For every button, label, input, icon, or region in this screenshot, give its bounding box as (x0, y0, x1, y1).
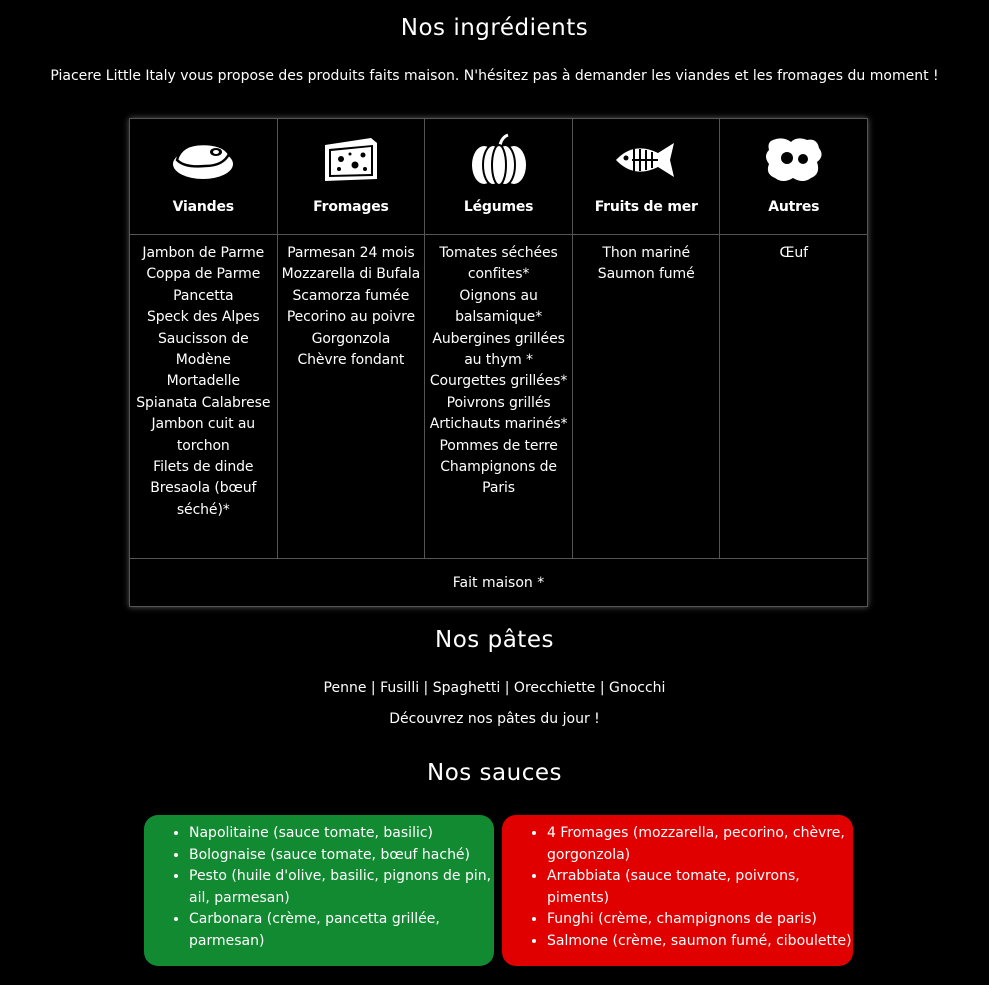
meat-icon (171, 138, 235, 182)
ingredient-item: Aubergines grillées au thym * (432, 330, 565, 369)
ingredient-item: Jambon cuit au torchon (151, 416, 256, 454)
column-fruits-de-mer-list (572, 235, 720, 559)
sauce-item: • Pesto (huile d'olive, basilic, pignons de pin, ail, parmesan) (189, 866, 494, 909)
column-label: Fruits de mer (594, 199, 698, 215)
ingredient-item: Saucisson de Modène (157, 330, 249, 369)
ingredients-table (129, 118, 868, 607)
column-legumes-list (425, 235, 573, 559)
ingredient-item: Coppa de Parme (146, 266, 261, 283)
sauce-item: • Salmone (crème, saumon fumé, ciboulette) (547, 931, 853, 953)
header-autres (720, 119, 868, 235)
sauce-item: • Carbonara (crème, pancetta grillée, parmesan) (189, 909, 494, 952)
sauce-item: • Bolognaise (sauce tomate, bœuf haché) (189, 845, 494, 867)
ingredient-item: Champignons de Paris (440, 459, 557, 497)
ingredient-item: Bresaola (bœuf séché)* (150, 480, 257, 518)
table-footer-note: Fait maison * (130, 559, 868, 607)
sauces-cream-list (502, 823, 853, 952)
sauce-item: • Arrabbiata (sauce tomate, poivrons, piments) (547, 866, 853, 909)
sauce-item: • Napolitaine (sauce tomate, basilic) (189, 823, 494, 845)
sauce-item: • Funghi (crème, champignons de paris) (547, 909, 853, 931)
ingredient-item: Chèvre fondant (297, 352, 405, 369)
column-viandes-list (130, 235, 278, 559)
column-autres-list (720, 235, 868, 559)
sauces-tomato-list (144, 823, 494, 952)
column-label: Fromages (313, 199, 389, 215)
ingredients-intro: Piacere Little Italy vous propose des produits faits maison. N'hésitez pas à demander les viandes et les fromages du moment ! (50, 68, 939, 84)
column-label: Viandes (172, 199, 234, 215)
ingredient-item: Tomates séchées confites* (439, 245, 558, 283)
pates-title: Nos pâtes (435, 627, 554, 653)
cheese-icon (321, 135, 381, 185)
column-label: Légumes (463, 199, 534, 215)
ingredient-item: Artichauts marinés* (429, 416, 568, 433)
ingredient-item: Mortadelle (166, 373, 240, 390)
ingredient-item: Pommes de terre (439, 437, 558, 454)
sauces-cream-box (502, 815, 853, 966)
column-fromages-list (277, 235, 425, 559)
header-fruits-de-mer (572, 119, 720, 235)
ingredient-item: Filets de dinde (153, 459, 254, 476)
header-fromages (277, 119, 425, 235)
pates-note: Découvrez nos pâtes du jour ! (389, 711, 600, 727)
splat-icon (763, 134, 825, 186)
pates-list: Penne | Fusilli | Spaghetti | Orecchiette | Gnocchi (323, 680, 666, 696)
ingredient-item: Spianata Calabrese (136, 394, 271, 411)
ingredient-item: Pecorino au poivre (286, 309, 415, 326)
ingredient-item: Mozzarella di Bufala (281, 266, 421, 283)
ingredient-item: Œuf (779, 245, 808, 261)
ingredient-item: Pancetta (173, 287, 234, 304)
ingredient-item: Thon mariné (602, 245, 690, 261)
ingredient-item: Oignons au balsamique* (455, 287, 543, 326)
ingredients-title: Nos ingrédients (400, 15, 589, 41)
header-legumes (425, 119, 573, 235)
sauces-tomato-box (144, 815, 494, 966)
header-viandes (130, 119, 278, 235)
sauce-item: • 4 Fromages (mozzarella, pecorino, chèvre, gorgonzola) (547, 823, 853, 866)
ingredient-item: Jambon de Parme (142, 245, 265, 261)
sauces-title: Nos sauces (426, 760, 562, 786)
ingredient-item: Saumon fumé (597, 266, 695, 283)
pumpkin-icon (470, 133, 528, 187)
ingredient-item: Courgettes grillées* (429, 373, 568, 390)
ingredient-item: Poivrons grillés (446, 394, 551, 411)
column-label: Autres (768, 199, 820, 215)
ingredient-item: Speck des Alpes (146, 309, 260, 326)
ingredient-item: Gorgonzola (311, 330, 391, 347)
ingredient-item: Scamorza fumée (292, 287, 410, 304)
fish-icon (612, 137, 680, 183)
ingredient-item: Parmesan 24 mois (287, 245, 415, 261)
